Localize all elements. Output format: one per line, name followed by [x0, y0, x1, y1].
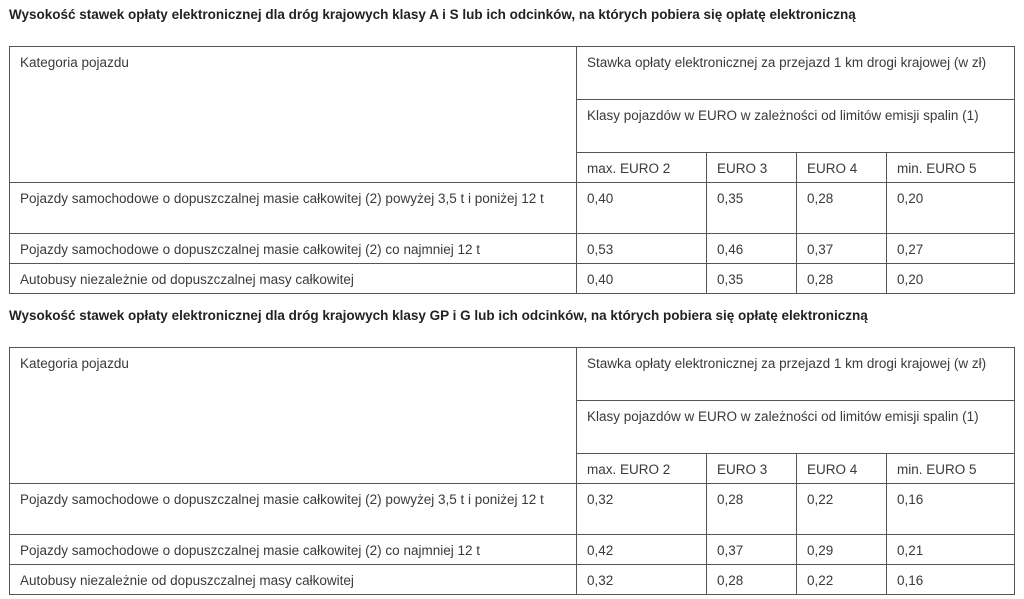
rates-table-gp-g [9, 347, 1015, 595]
rate-cell: 0,32 [577, 565, 707, 595]
category-cell: Pojazdy samochodowe o dopuszczalnej masie całkowitej (2) powyżej 3,5 t i poniżej 12 t [10, 183, 577, 234]
rates-table-a-s [9, 46, 1015, 294]
category-cell: Pojazdy samochodowe o dopuszczalnej masie całkowitej (2) co najmniej 12 t [10, 234, 577, 264]
rate-cell: 0,28 [707, 565, 797, 595]
category-cell: Autobusy niezależnie od dopuszczalnej masy całkowitej [10, 264, 577, 294]
section-title-a-s: Wysokość stawek opłaty elektronicznej dla dróg krajowych klasy A i S lub ich odcinków, na których pobiera się opłatę elektroniczną [9, 7, 856, 22]
table-row [10, 183, 1015, 234]
category-cell: Pojazdy samochodowe o dopuszczalnej masie całkowitej (2) co najmniej 12 t [10, 535, 577, 565]
rate-cell: 0,37 [797, 234, 887, 264]
rate-cell: 0,42 [577, 535, 707, 565]
table-row [10, 565, 1015, 595]
rate-cell: 0,22 [797, 484, 887, 535]
table-row [10, 484, 1015, 535]
rate-cell: 0,37 [707, 535, 797, 565]
rate-cell: 0,21 [887, 535, 1015, 565]
category-cell: Autobusy niezależnie od dopuszczalnej masy całkowitej [10, 565, 577, 595]
rate-header-cell: Stawka opłaty elektronicznej za przejazd 1 km drogi krajowej (w zł) [577, 47, 1015, 100]
table-header-row [10, 348, 1015, 401]
table-row [10, 535, 1015, 565]
rate-cell: 0,32 [577, 484, 707, 535]
column-header-min-euro-5: min. EURO 5 [887, 454, 1015, 484]
rate-cell: 0,28 [797, 183, 887, 234]
column-header-min-euro-5: min. EURO 5 [887, 153, 1015, 183]
category-header-cell: Kategoria pojazdu [10, 47, 577, 183]
category-header-cell: Kategoria pojazdu [10, 348, 577, 484]
column-header-max-euro-2: max. EURO 2 [577, 153, 707, 183]
rate-cell: 0,35 [707, 264, 797, 294]
euro-class-header-cell: Klasy pojazdów w EURO w zależności od limitów emisji spalin (1) [577, 100, 1015, 153]
section-title-gp-g: Wysokość stawek opłaty elektronicznej dla dróg krajowych klasy GP i G lub ich odcinków, na których pobiera się opłatę elektroniczną [9, 308, 868, 323]
category-cell: Pojazdy samochodowe o dopuszczalnej masie całkowitej (2) powyżej 3,5 t i poniżej 12 t [10, 484, 577, 535]
rate-cell: 0,28 [797, 264, 887, 294]
table-row [10, 264, 1015, 294]
column-header-euro-3: EURO 3 [707, 454, 797, 484]
column-header-max-euro-2: max. EURO 2 [577, 454, 707, 484]
table-header-row [10, 47, 1015, 100]
column-header-euro-4: EURO 4 [797, 454, 887, 484]
rate-cell: 0,16 [887, 484, 1015, 535]
column-header-euro-3: EURO 3 [707, 153, 797, 183]
rate-cell: 0,40 [577, 264, 707, 294]
rate-cell: 0,20 [887, 183, 1015, 234]
rate-cell: 0,20 [887, 264, 1015, 294]
rate-cell: 0,35 [707, 183, 797, 234]
rate-cell: 0,29 [797, 535, 887, 565]
rate-header-cell: Stawka opłaty elektronicznej za przejazd 1 km drogi krajowej (w zł) [577, 348, 1015, 401]
rate-cell: 0,53 [577, 234, 707, 264]
table-row [10, 234, 1015, 264]
rate-cell: 0,46 [707, 234, 797, 264]
rate-cell: 0,27 [887, 234, 1015, 264]
euro-class-header-cell: Klasy pojazdów w EURO w zależności od limitów emisji spalin (1) [577, 401, 1015, 454]
rate-cell: 0,22 [797, 565, 887, 595]
rate-cell: 0,16 [887, 565, 1015, 595]
column-header-euro-4: EURO 4 [797, 153, 887, 183]
rate-cell: 0,40 [577, 183, 707, 234]
rate-cell: 0,28 [707, 484, 797, 535]
